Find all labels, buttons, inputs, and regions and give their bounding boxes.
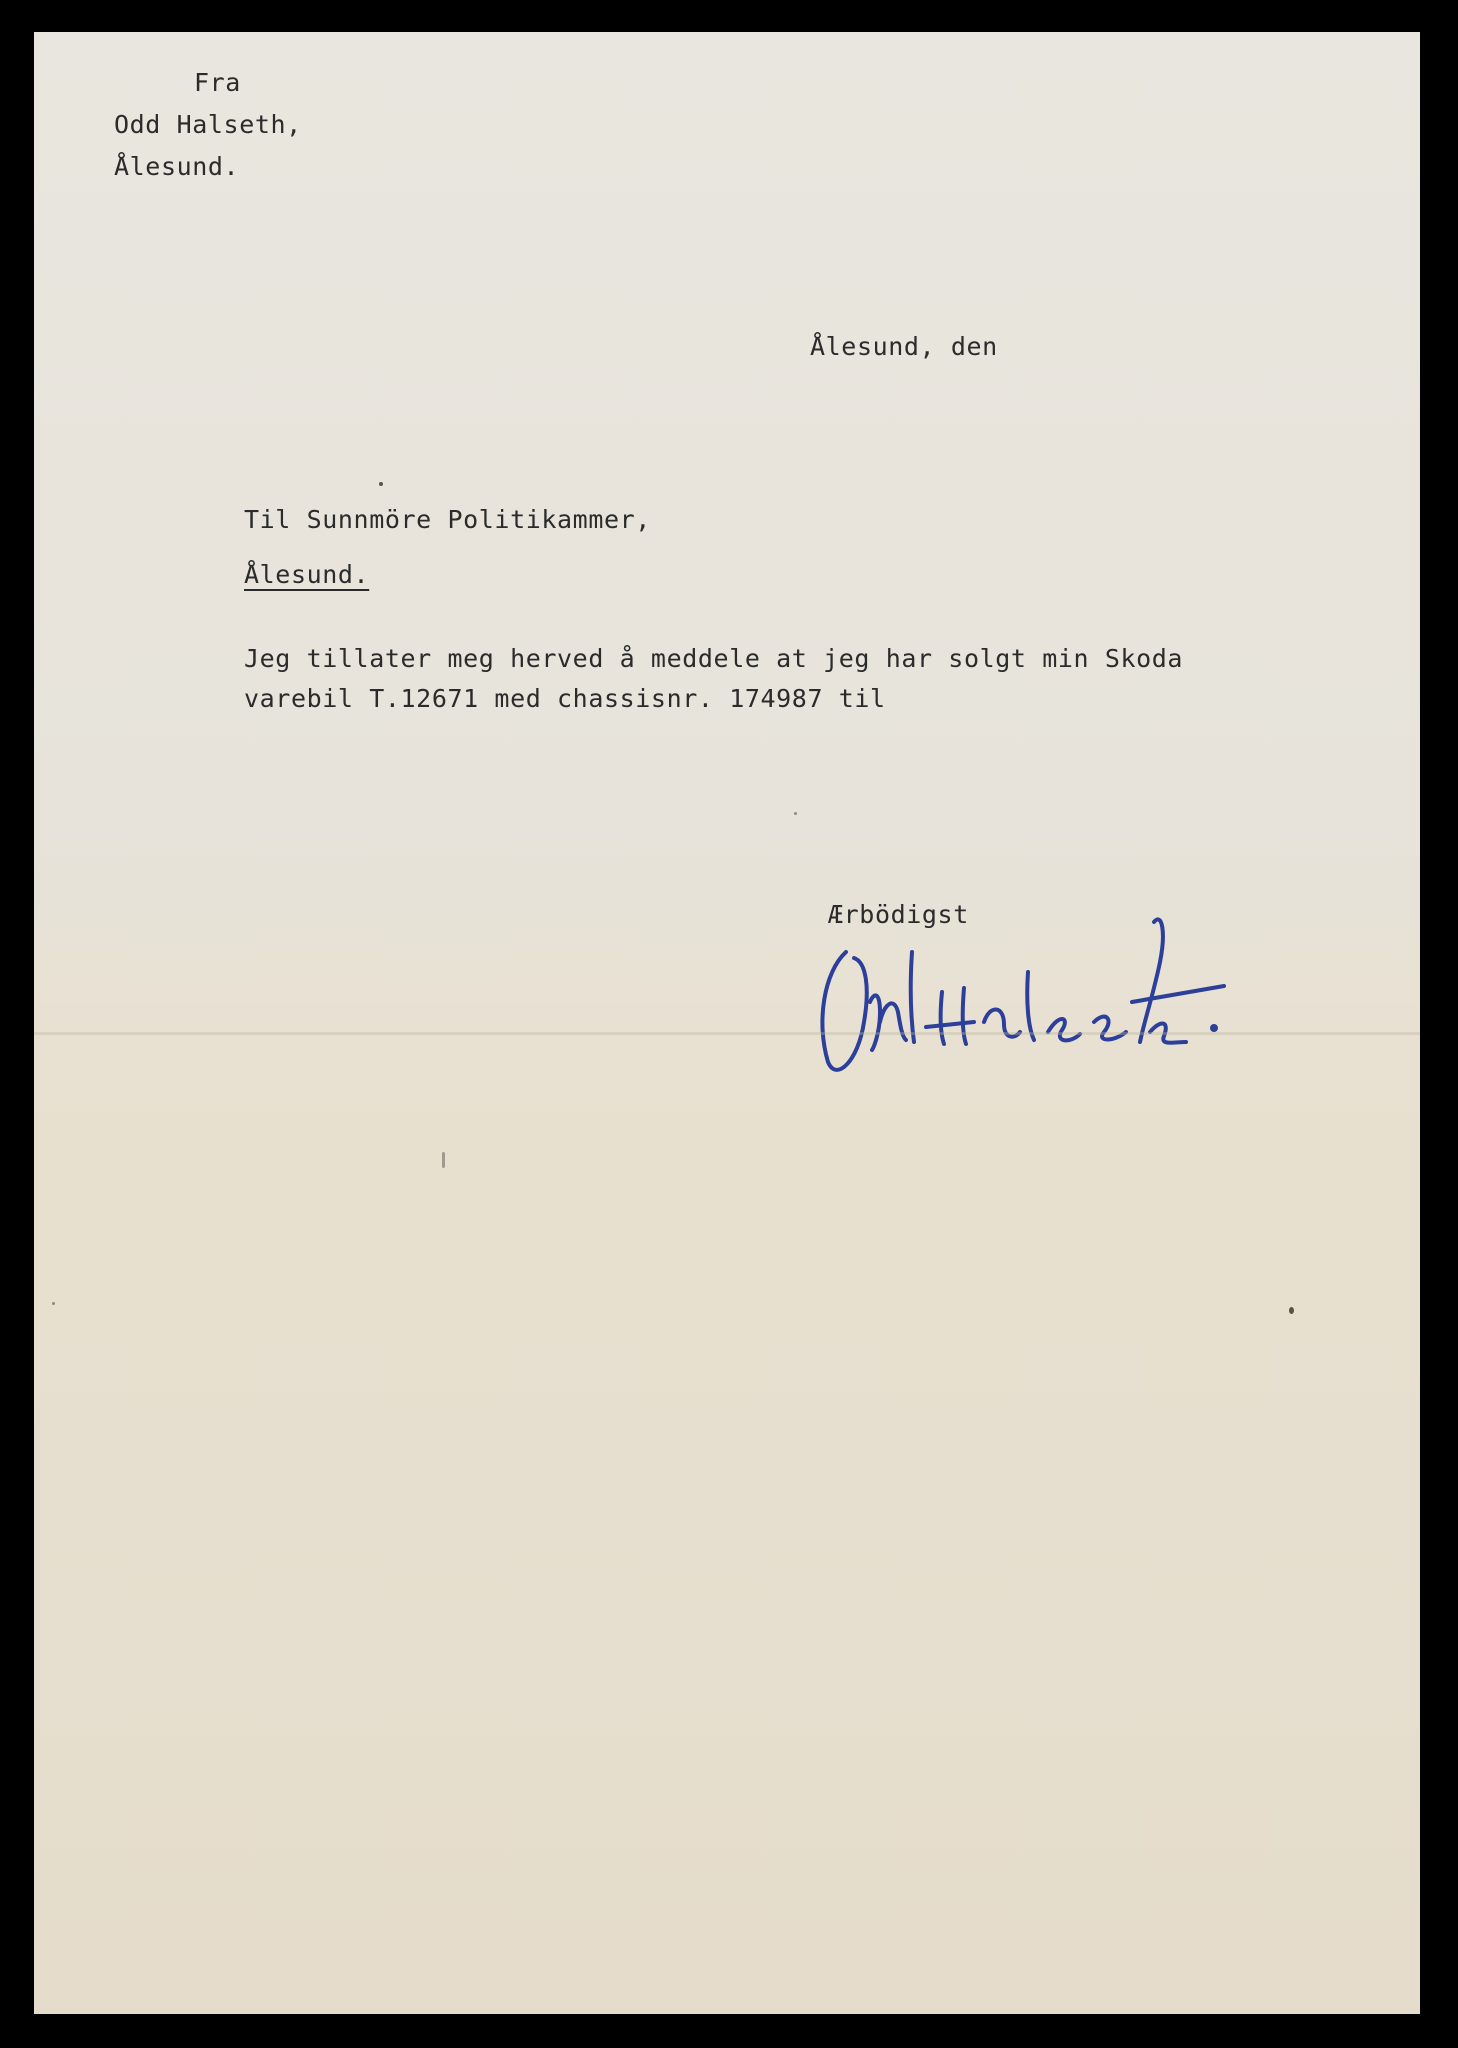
letter-page — [34, 32, 1420, 2014]
sender-name: Odd Halseth, — [114, 110, 302, 139]
paper-speck — [442, 1152, 445, 1168]
sender-city: Ålesund. — [114, 152, 240, 181]
paper-speck — [379, 482, 383, 486]
closing: Ærbödigst — [828, 900, 969, 929]
paper-speck — [52, 1302, 55, 1305]
signature-strokes — [822, 919, 1224, 1069]
date-line: Ålesund, den — [810, 332, 998, 361]
sender-label: Fra — [194, 68, 241, 97]
paper-speck — [1289, 1307, 1294, 1314]
paper-speck — [794, 812, 797, 815]
body-line-1: Jeg tillater meg herved å meddele at jeg har solgt min Skoda — [244, 644, 1184, 673]
recipient-name: Til Sunnmöre Politikammer, — [244, 505, 651, 534]
signature — [814, 892, 1274, 1092]
recipient-city: Ålesund. — [244, 560, 370, 589]
body-line-2: varebil T.12671 med chassisnr. 174987 til — [244, 684, 886, 713]
